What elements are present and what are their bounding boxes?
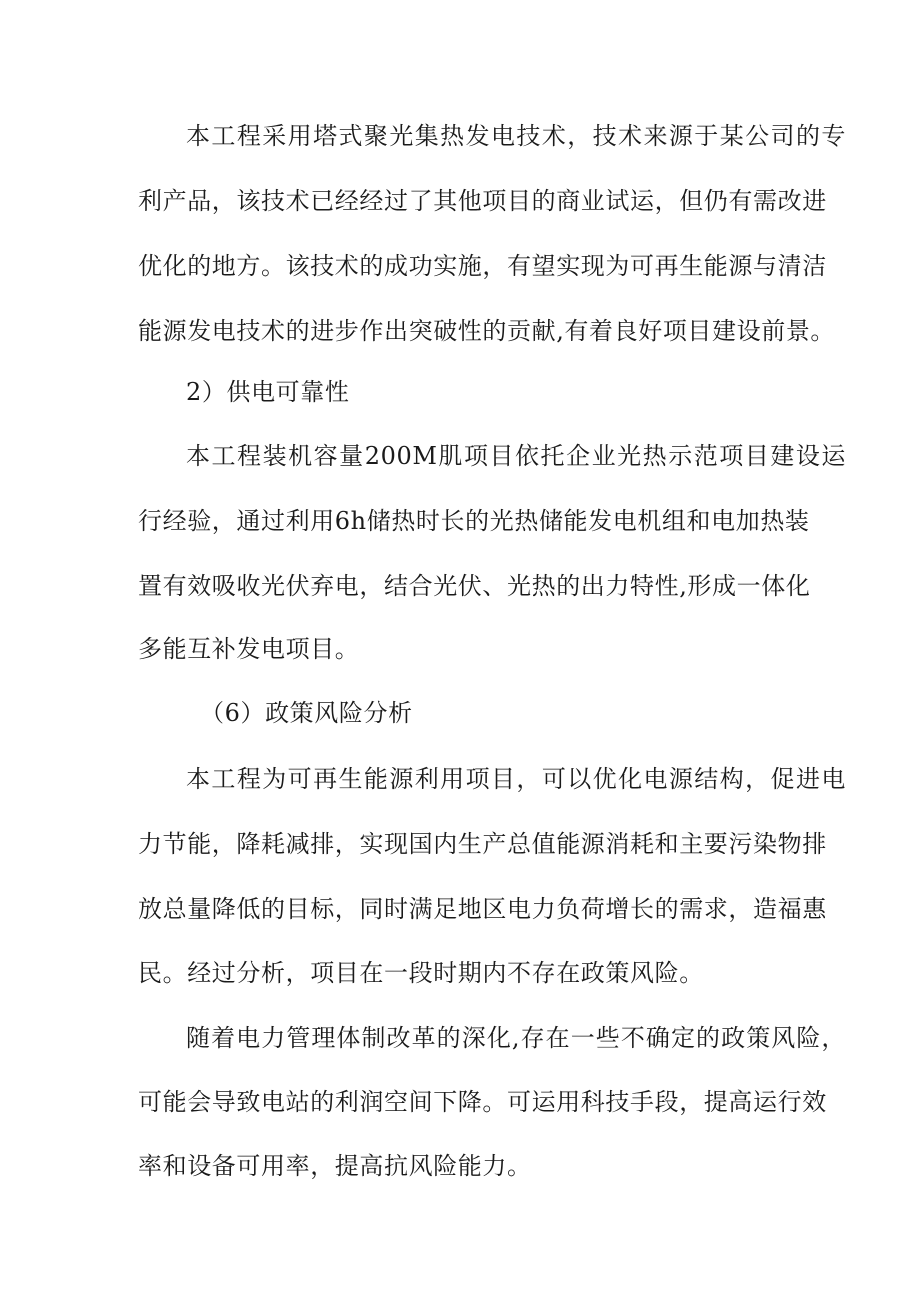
paragraph-2-line-2: 行经验，通过利用6h储热时长的光热储能发电机组和电加热装 — [138, 507, 810, 535]
section-heading-power-reliability: 2）供电可靠性 — [186, 378, 350, 406]
paragraph-2-line-4: 多能互补发电项目。 — [138, 635, 360, 663]
paragraph-3-line-3: 放总量降低的目标，同时满足地区电力负荷增长的需求，造福惠 — [138, 895, 827, 923]
section-heading-policy-risk: （6）政策风险分析 — [200, 699, 413, 727]
paragraph-4-line-1: 随着电力管理体制改革的深化,存在一些不确定的政策风险， — [186, 1024, 846, 1052]
paragraph-4-line-3: 率和设备可用率，提高抗风险能力。 — [138, 1152, 532, 1180]
paragraph-3-line-2: 力节能，降耗减排，实现国内生产总值能源消耗和主要污染物排 — [138, 830, 827, 858]
paragraph-4-line-2: 可能会导致电站的利润空间下降。可运用科技手段，提高运行效 — [138, 1088, 827, 1116]
paragraph-1-line-4: 能源发电技术的进步作出突破性的贡献,有着良好项目建设前景。 — [138, 317, 836, 345]
paragraph-1-line-3: 优化的地方。该技术的成功实施，有望实现为可再生能源与清洁 — [138, 252, 827, 280]
paragraph-1-line-1: 本工程采用塔式聚光集热发电技术，技术来源于某公司的专 — [186, 122, 846, 150]
paragraph-3-line-4: 民。经过分析，项目在一段时期内不存在政策风险。 — [138, 959, 704, 987]
paragraph-2-line-1: 本工程装机容量200M肌项目依托企业光热示范项目建设运 — [186, 442, 846, 470]
paragraph-2-line-3: 置有效吸收光伏弃电，结合光伏、光热的出力特性,形成一体化 — [138, 572, 811, 600]
paragraph-3-line-1: 本工程为可再生能源利用项目，可以优化电源结构，促进电 — [186, 765, 846, 793]
paragraph-1-line-2: 利产品，该技术已经经过了其他项目的商业试运，但仍有需改进 — [138, 187, 827, 215]
